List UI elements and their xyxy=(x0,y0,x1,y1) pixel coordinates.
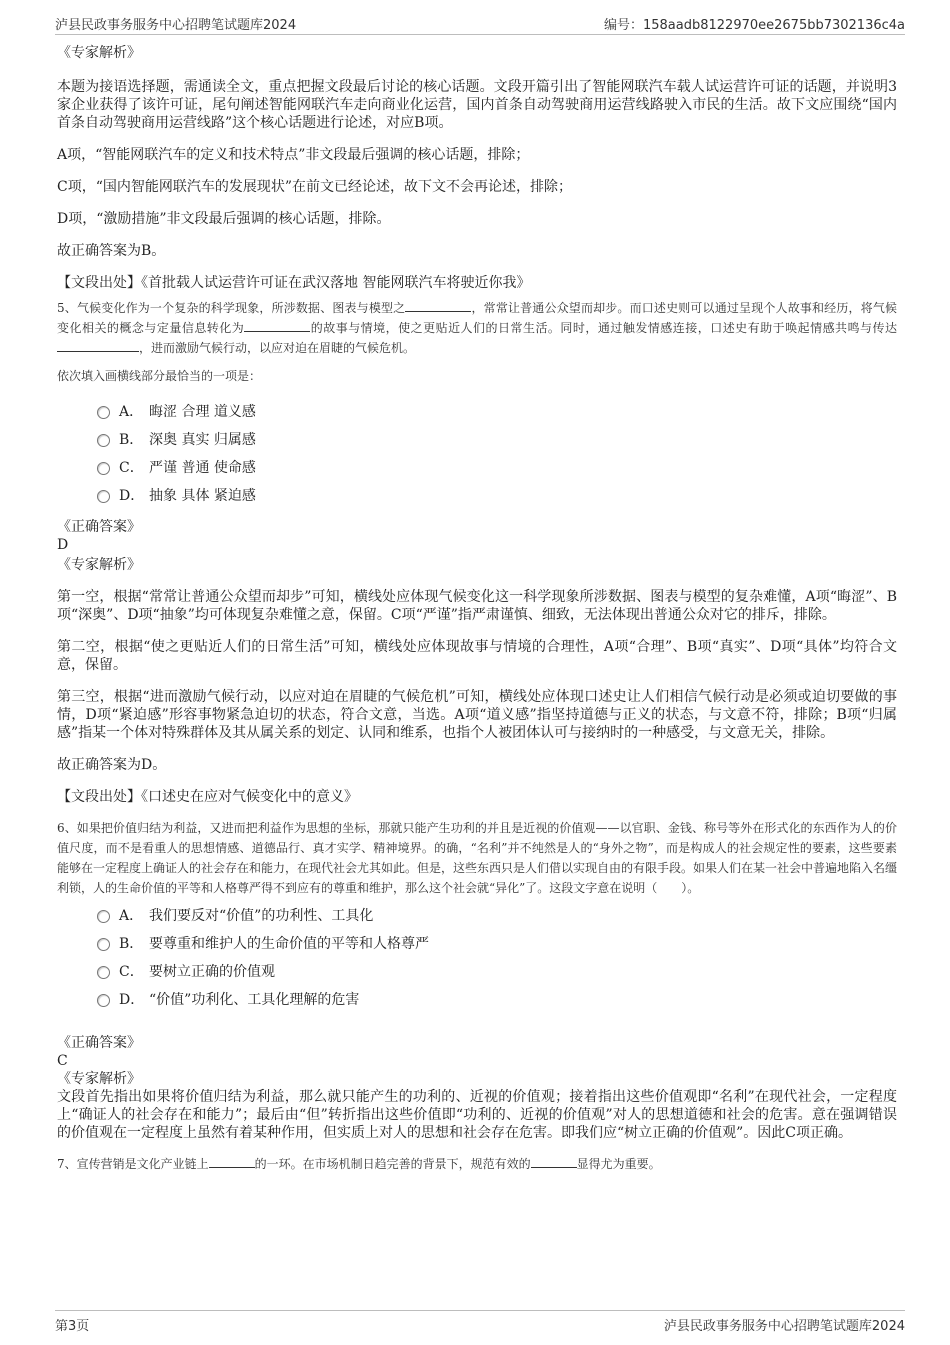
radio-button-icon[interactable] xyxy=(97,406,110,419)
page-number: 第3页 xyxy=(55,1319,90,1334)
correct-answer: C xyxy=(57,1053,68,1069)
option-key: A． xyxy=(119,404,144,420)
source-citation: 【文段出处】《首批载人试运营许可证在武汉落地 智能网联汽车将驶近你我》 xyxy=(57,275,531,291)
radio-button-icon[interactable] xyxy=(97,434,110,447)
option-a[interactable] xyxy=(97,902,897,930)
expert-analysis-label: 《专家解析》 xyxy=(57,45,141,61)
option-b[interactable] xyxy=(97,930,897,958)
correct-answer-label: 《正确答案》 xyxy=(57,1035,141,1051)
option-key: D． xyxy=(119,488,145,504)
question-instruction: 依次填入画横线部分最恰当的一项是： xyxy=(57,369,262,383)
option-text: 要树立正确的价值观 xyxy=(149,964,275,980)
analysis-paragraph: C项，“国内智能网联汽车的发展现状”在前文已经论述，故下文不会再论述，排除； xyxy=(57,179,573,195)
question-5-options xyxy=(57,398,897,510)
expert-analysis-label: 《专家解析》 xyxy=(57,557,141,573)
radio-button-icon[interactable] xyxy=(97,966,110,979)
stem-text: 的一环。在市场机制日趋完善的背景下，规范有效的 xyxy=(254,1157,531,1171)
fill-blank xyxy=(57,339,139,352)
option-text: 晦涩 合理 道义感 xyxy=(149,404,256,420)
option-c[interactable] xyxy=(97,958,897,986)
option-text: “价值”功利化、工具化理解的危害 xyxy=(149,992,360,1008)
page-header xyxy=(55,14,905,35)
option-key: B． xyxy=(119,936,144,952)
page-content xyxy=(57,44,897,1174)
radio-button-icon[interactable] xyxy=(97,994,110,1007)
option-text: 我们要反对“价值”的功利性、工具化 xyxy=(149,908,374,924)
analysis-conclusion: 故正确答案为B。 xyxy=(57,243,166,259)
fill-blank xyxy=(405,299,471,312)
fill-blank xyxy=(209,1155,255,1168)
radio-button-icon[interactable] xyxy=(97,938,110,951)
option-d[interactable] xyxy=(97,986,897,1014)
question-6-options xyxy=(57,902,897,1014)
expert-analysis-label: 《专家解析》 xyxy=(57,1071,141,1087)
option-a[interactable] xyxy=(97,398,897,426)
option-b[interactable] xyxy=(97,426,897,454)
option-text: 深奥 真实 归属感 xyxy=(149,432,256,448)
option-key: B． xyxy=(119,432,144,448)
analysis-paragraph: 第二空，根据“使之更贴近人们的日常生活”可知，横线处应体现故事与情境的合理性，A项“合理”、B项“真实”、D项“具体”均符合文意，保留。 xyxy=(57,639,897,673)
source-citation: 【文段出处】《口述史在应对气候变化中的意义》 xyxy=(57,789,358,805)
radio-button-icon[interactable] xyxy=(97,910,110,923)
radio-button-icon[interactable] xyxy=(97,462,110,475)
option-text: 严谨 普通 使命感 xyxy=(149,460,256,476)
analysis-paragraph: 第三空，根据“进而激励气候行动，以应对迫在眉睫的气候危机”可知，横线处应体现口述史让人们相信气候行动是必须或迫切要做的事情，D项“紧迫感”形容事物紧急迫切的状态，符合文意，当选。A项“道义感”指坚持道德与正义的状态，与文意不符，排除；B项“归属感”指某一个体对特殊群体及其从属关系的划定、认同和维系，也指个人被团体认可与接纳时的一种感受，与文意无关，排除。 xyxy=(57,689,897,741)
correct-answer: D xyxy=(57,537,69,553)
analysis-paragraph: D项，“激励措施”非文段最后强调的核心话题，排除。 xyxy=(57,211,391,227)
question-5-stem xyxy=(57,298,897,358)
correct-answer-label: 《正确答案》 xyxy=(57,519,141,535)
stem-text: ，进而激励气候行动，以应对迫在眉睫的气候危机。 xyxy=(139,341,416,355)
option-key: C． xyxy=(119,460,144,476)
option-text: 要尊重和维护人的生命价值的平等和人格尊严 xyxy=(149,936,429,952)
stem-text: 的故事与情境，使之更贴近人们的日常生活。同时，通过触发情感连接，口述史有助于唤起情感共鸣与传达 xyxy=(310,321,897,335)
option-text: 抽象 具体 紧迫感 xyxy=(149,488,256,504)
option-d[interactable] xyxy=(97,482,897,510)
option-key: D． xyxy=(119,992,145,1008)
analysis-paragraph: A项，“智能网联汽车的定义和技术特点”非文段最后强调的核心话题，排除； xyxy=(57,147,530,163)
stem-text: 7、宣传营销是文化产业链上 xyxy=(57,1157,209,1171)
option-c[interactable] xyxy=(97,454,897,482)
page-footer xyxy=(55,1310,905,1333)
analysis-paragraph: 本题为接语选择题，需通读全文，重点把握文段最后讨论的核心话题。文段开篇引出了智能网联汽车载人试运营许可证的话题，并说明3家企业获得了该许可证，尾句阐述智能网联汽车走向商业化运营，国内首条自动驾驶商用运营线路驶入市民的生活。故下文应围绕“国内首条自动驾驶商用运营线路”这个核心话题进行论述，对应B项。 xyxy=(57,79,897,131)
stem-text: 显得尤为重要。 xyxy=(576,1157,661,1171)
header-title: 泸县民政事务服务中心招聘笔试题库2024 xyxy=(55,18,297,33)
footer-title: 泸县民政事务服务中心招聘笔试题库2024 xyxy=(663,1319,905,1334)
radio-button-icon[interactable] xyxy=(97,490,110,503)
fill-blank xyxy=(244,319,310,332)
analysis-paragraph: 文段首先指出如果将价值归结为利益，那么就只能产生的功利的、近视的价值观；接着指出这些价值观即“名利”在现代社会，一定程度上“确证人的社会存在和能力”；最后由“但”转折指出这些价值即“功利的、近视的价值观”对人的思想道德和社会的危害。意在强调错误的价值观在一定程度上虽然有着某种作用，但实质上对人的思想和社会存在危害。即我们应“树立正确的价值观”。因此C项正确。 xyxy=(57,1089,897,1141)
question-6-stem: 6、如果把价值归结为利益，又进而把利益作为思想的坐标，那就只能产生功利的并且是近视的价值观——以官职、金钱、称号等外在形式化的东西作为人的价值尺度，而不是看重人的思想情感、道德品行、真才实学、精神境界。的确，“名利”并不纯然是人的“身外之物”，而是构成人的社会规定性的要素，这些要素能够在一定程度上确证人的社会存在和能力，在现代社会尤其如此。但是，这些东西只是人们借以实现自由的有限手段。如果人们在某一社会中普遍地陷入名缰利锁，人的生命价值的平等和人格尊严得不到应有的尊重和维护，那么这个社会就“异化”了。这段文字意在说明（ ）。 xyxy=(57,821,898,895)
header-doc-id: 编号：158aadb8122970ee2675bb7302136c4a xyxy=(603,18,905,33)
option-key: C． xyxy=(119,964,144,980)
stem-text: 5、气候变化作为一个复杂的科学现象，所涉数据、图表与模型之 xyxy=(57,301,406,315)
option-key: A． xyxy=(119,908,144,924)
analysis-paragraph: 第一空，根据“常常让普通公众望而却步”可知，横线处应体现气候变化这一科学现象所涉数据、图表与模型的复杂难懂，A项“晦涩”、B项“深奥”、D项“抽象”均可体现复杂难懂之意，保留。C项“严谨”指严肃谨慎、细致，无法体现出普通公众对它的排斥，排除。 xyxy=(57,589,897,623)
stem-text: ，常常让普通公众望而却步。而口述史则可以通过呈现个人故事和经历，将气候变化相关的概念与定量信息转化为 xyxy=(57,301,897,335)
analysis-conclusion: 故正确答案为D。 xyxy=(57,757,167,773)
question-7-stem xyxy=(57,1154,897,1174)
fill-blank xyxy=(531,1155,577,1168)
